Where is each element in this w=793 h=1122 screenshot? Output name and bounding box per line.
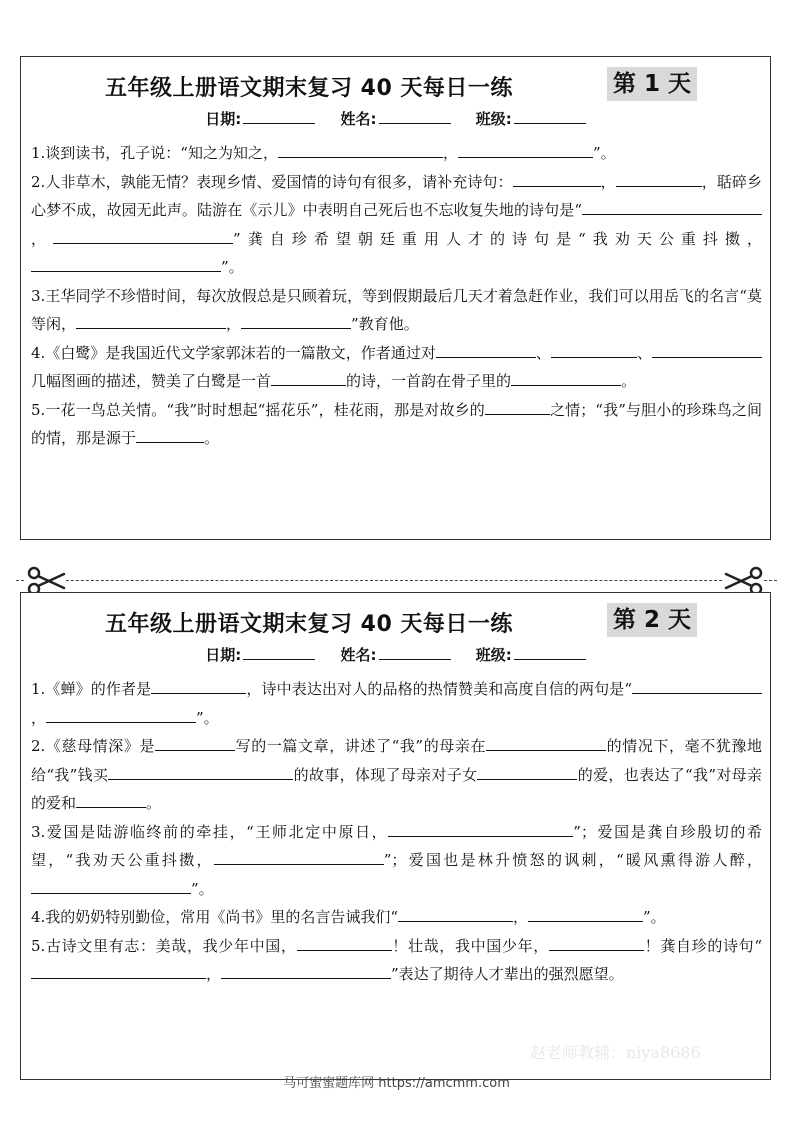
date-blank[interactable] [243,107,315,124]
answer-blank[interactable] [31,960,206,979]
date-label: 日期: [205,646,242,664]
question-3: 3.爱国是陆游临终前的牵挂，“王师北定中原日， ”；爱国是龚自珍殷切的希望，“我劝天公重抖擞， ”；爱国也是林升愤怒的讽刺，“暖风熏得游人醉，”。 [31,818,762,904]
daily-practice-card-day-1 [20,56,771,540]
answer-blank[interactable] [271,367,346,386]
answer-blank[interactable] [616,168,702,187]
class-blank[interactable] [514,107,586,124]
answer-blank[interactable] [436,339,536,358]
answer-blank[interactable] [486,732,606,751]
answer-blank[interactable] [398,903,513,922]
answer-blank[interactable] [76,789,146,808]
question-1: 1.《蝉》的作者是 ，诗中表达出对人的品格的热情赞美和高度自信的两句是“， ”。 [31,675,762,732]
answer-blank[interactable] [632,675,762,694]
question-5: 5.一花一鸟总关情。“我”时时想起“摇花乐”，桂花雨，那是对故乡的 之情；“我”与胆小的珍珠鸟之间的情，那是源于 。 [31,396,762,453]
date-label: 日期: [205,110,242,128]
answer-blank[interactable] [582,196,762,215]
answer-blank[interactable] [528,903,643,922]
question-list [21,131,770,453]
name-blank[interactable] [379,643,451,660]
dashed-divider [16,580,777,581]
answer-blank[interactable] [297,932,392,951]
watermark: 赵老师教辅：niya8686 [530,1043,701,1062]
card-header [21,593,770,641]
question-4: 4.我的奶奶特别勤俭，常用《尚书》里的名言告诫我们“ ， ”。 [31,903,762,932]
class-label: 班级: [475,646,512,664]
answer-blank[interactable] [214,846,384,865]
answer-blank[interactable] [278,139,443,158]
class-label: 班级: [475,110,512,128]
answer-blank[interactable] [31,253,221,272]
answer-blank[interactable] [136,424,204,443]
question-list [21,667,770,989]
answer-blank[interactable] [46,704,196,723]
answer-blank[interactable] [549,932,644,951]
card-header [21,57,770,105]
question-1: 1.谈到读书，孔子说：“知之为知之， ， ”。 [31,139,762,168]
question-2: 2.《慈母情深》是 写的一篇文章，讲述了“我”的母亲在 的情况下，毫不犹豫地给“我”钱买 的故事，体现了母亲对子女 的爱，也表达了“我”对母亲的爱和 。 [31,732,762,818]
daily-practice-card-day-2 [20,592,771,1080]
day-badge: 第 1 天 [607,67,697,101]
sheet-title: 五年级上册语文期末复习 40 天每日一练 [105,76,513,101]
answer-blank[interactable] [551,339,637,358]
question-4: 4.《白鹭》是我国近代文学家郭沫若的一篇散文，作者通过对 、 、几幅图画的描述，赞美了白鹭是一首 的诗，一首韵在骨子里的 。 [31,339,762,396]
day-badge: 第 2 天 [607,603,697,637]
answer-blank[interactable] [241,310,351,329]
answer-blank[interactable] [76,310,226,329]
sheet-title: 五年级上册语文期末复习 40 天每日一练 [105,612,513,637]
answer-blank[interactable] [155,732,235,751]
answer-blank[interactable] [511,367,621,386]
question-2: 2.人非草木，孰能无情？表现乡情、爱国情的诗句有很多，请补充诗句： ， ，聒碎乡心梦不成，故园无此声。陆游在《示儿》中表明自己死后也不忘收复失地的诗句是“， ”龚自珍希望朝廷重用人才的诗句是“我劝天公重抖擞，”。 [31,168,762,282]
question-3: 3.王华同学不珍惜时间，每次放假总是只顾着玩，等到假期最后几天才着急赶作业，我们可以用岳飞的名言“莫等闲， ， ”教育他。 [31,286,762,333]
answer-blank[interactable] [53,225,233,244]
question-5: 5.古诗文里有志：美哉，我少年中国， ！壮哉，我中国少年， ！龚自珍的诗句“， ”表达了期待人才辈出的强烈愿望。 [31,932,762,989]
answer-blank[interactable] [485,396,550,415]
answer-blank[interactable] [477,761,577,780]
name-blank[interactable] [379,107,451,124]
name-label: 姓名: [340,646,377,664]
answer-blank[interactable] [513,168,601,187]
answer-blank[interactable] [458,139,593,158]
class-blank[interactable] [514,643,586,660]
answer-blank[interactable] [108,761,293,780]
student-info-row [21,107,770,131]
answer-blank[interactable] [388,818,573,837]
student-info-row [21,643,770,667]
answer-blank[interactable] [31,875,191,894]
date-blank[interactable] [243,643,315,660]
answer-blank[interactable] [221,960,391,979]
footer-source: 马可蜜蜜题库网 https://amcmm.com [283,1076,510,1091]
name-label: 姓名: [340,110,377,128]
answer-blank[interactable] [652,339,762,358]
answer-blank[interactable] [151,675,246,694]
